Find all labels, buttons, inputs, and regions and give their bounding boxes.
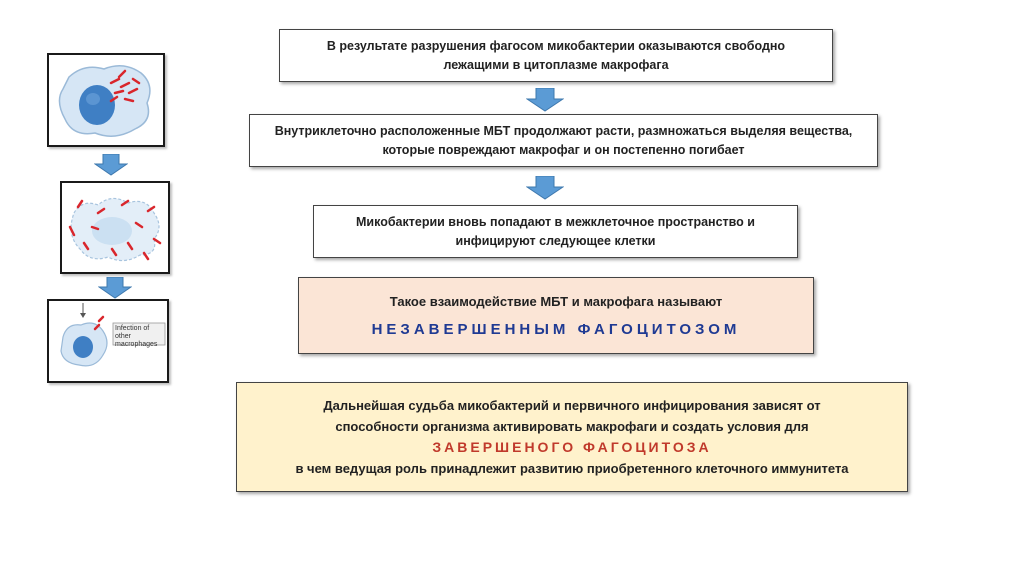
down-arrow-icon bbox=[98, 277, 132, 299]
illustration-infection-of-other-macrophages bbox=[47, 299, 169, 383]
down-arrow-icon bbox=[94, 154, 128, 176]
complete-text: Дальнейшая судьба микобактерий и первичного инфицирования зависят от bbox=[323, 398, 821, 413]
complete-text: в чем ведущая роль принадлежит развитию приобретенного клеточного иммунитета bbox=[295, 461, 849, 476]
complete-term: ЗАВЕРШЕНОГО ФАГОЦИТОЗА bbox=[432, 439, 712, 455]
step-box-phagosome-destruction bbox=[279, 29, 833, 82]
illustration-macrophage-with-bacteria bbox=[47, 53, 165, 147]
down-arrow-icon bbox=[526, 88, 564, 112]
step-text: Внутриклеточно расположенные МБТ продолжают расти, размножаться выделяя вещества, bbox=[274, 123, 853, 138]
down-arrow-icon bbox=[526, 176, 564, 200]
step-box-intracellular-growth bbox=[249, 114, 878, 167]
step-text: инфицируют следующее клетки bbox=[455, 233, 656, 248]
step-text: Микобактерии вновь попадают в межклеточное пространство и bbox=[356, 214, 755, 229]
step-text: которые повреждают макрофаг и он постепенно погибает bbox=[382, 142, 745, 157]
illustration-macrophage-dying bbox=[60, 181, 170, 274]
incomplete-phagocytosis-box bbox=[298, 277, 814, 354]
step-text: лежащими в цитоплазме макрофага bbox=[443, 57, 669, 72]
incomplete-intro: Такое взаимодействие МБТ и макрофага называют bbox=[389, 294, 723, 309]
incomplete-term: НЕЗАВЕРШЕННЫМ ФАГОЦИТОЗОМ bbox=[371, 321, 741, 338]
step-box-reinfection bbox=[313, 205, 798, 258]
step-text: В результате разрушения фагосом микобактерии оказываются свободно bbox=[326, 38, 786, 53]
complete-text: способности организма активировать макрофаги и создать условия для bbox=[335, 419, 809, 434]
infection-label: Infection of other macrophages bbox=[115, 325, 158, 348]
complete-phagocytosis-box bbox=[236, 382, 908, 492]
